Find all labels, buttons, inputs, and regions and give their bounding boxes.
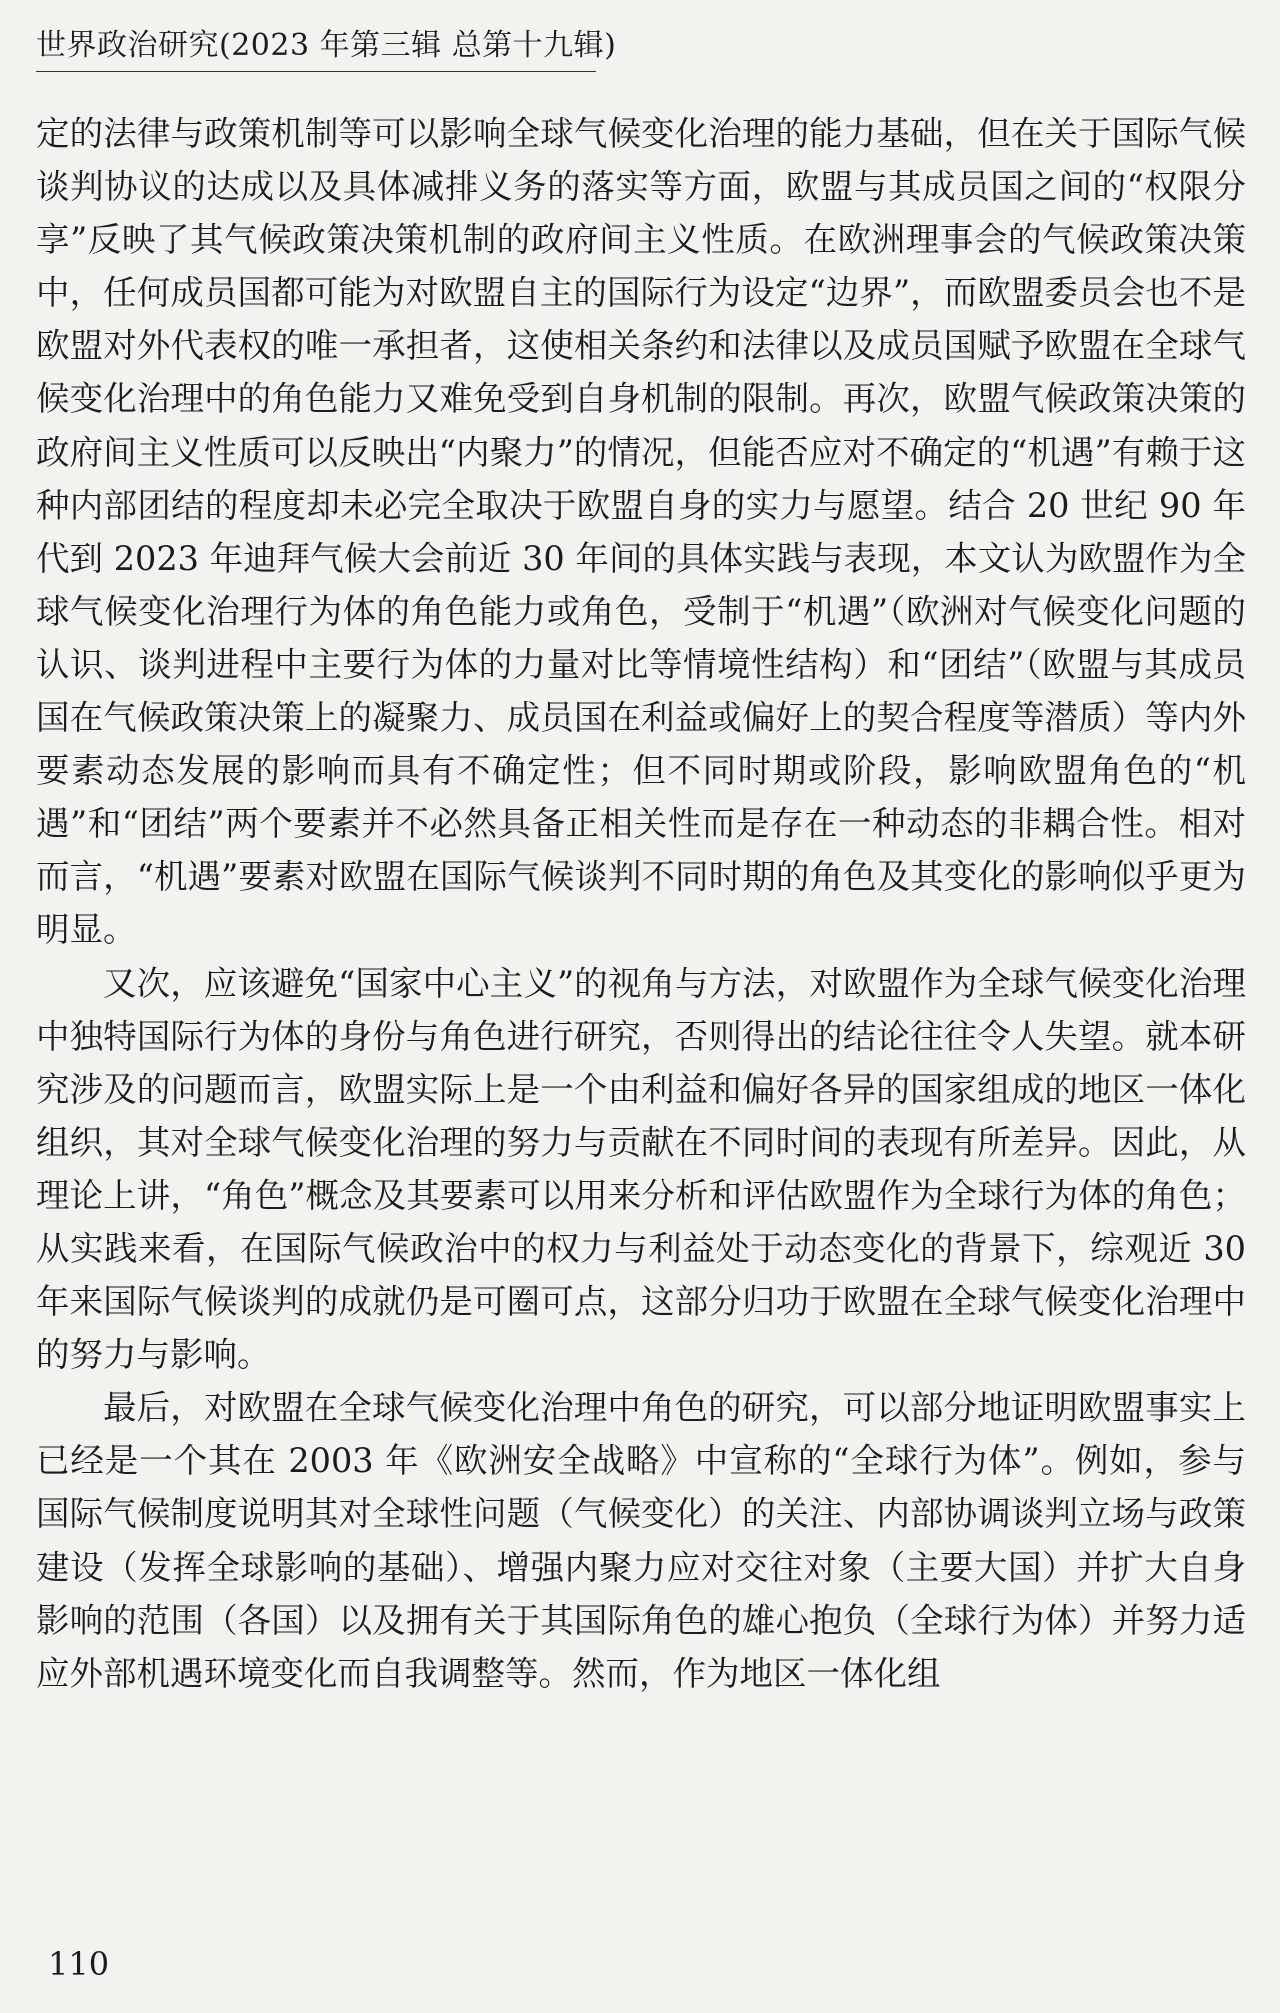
paragraph-2: 又次，应该避免“国家中心主义”的视角与方法，对欧盟作为全球气候变化治理中独特国际行为体的身份与角色进行研究，否则得出的结论往往令人失望。就本研究涉及的问题而言，欧盟实际上是一个由利益和偏好各异的国家组成的地区一体化组织，其对全球气候变化治理的努力与贡献在不同时间的表现有所差异。因此，从理论上讲，“角色”概念及其要素可以用来分析和评估欧盟作为全球行为体的角色；从实践来看，在国际气候政治中的权力与利益处于动态变化的背景下，综观近 30 年来国际气候谈判的成就仍是可圈可点，这部分归功于欧盟在全球气候变化治理中的努力与影响。: [36, 963, 1246, 1375]
body-text: [36, 107, 1246, 1700]
paragraph-3: 最后，对欧盟在全球气候变化治理中角色的研究，可以部分地证明欧盟事实上已经是一个其在 2003 年《欧洲安全战略》中宣称的“全球行为体”。例如，参与国际气候制度说明其对全球性问题（气候变化）的关注、内部协调谈判立场与政策建设（发挥全球影响的基础）、增强内聚力应对交往对象（主要大国）并扩大自身影响的范围（各国）以及拥有关于其国际角色的雄心抱负（全球行为体）并努力适应外部机遇环境变化而自我调整等。然而，作为地区一体化组: [36, 1388, 1246, 1693]
paragraph-continued: 定的法律与政策机制等可以影响全球气候变化治理的能力基础，但在关于国际气候谈判协议的达成以及具体减排义务的落实等方面，欧盟与其成员国之间的“权限分享”反映了其气候政策决策机制的政府间主义性质。在欧洲理事会的气候政策决策中，任何成员国都可能为对欧盟自主的国际行为设定“边界”，而欧盟委员会也不是欧盟对外代表权的唯一承担者，这使相关条约和法律以及成员国赋予欧盟在全球气候变化治理中的角色能力又难免受到自身机制的限制。再次，欧盟气候政策决策的政府间主义性质可以反映出“内聚力”的情况，但能否应对不确定的“机遇”有赖于这种内部团结的程度却未必完全取决于欧盟自身的实力与愿望。结合 20 世纪 90 年代到 2023 年迪拜气候大会前近 30 年间的具体实践与表现，本文认为欧盟作为全球气候变化治理行为体的角色能力或角色，受制于“机遇”（欧洲对气候变化问题的认识、谈判进程中主要行为体的力量对比等情境性结构）和“团结”（欧盟与其成员国在气候政策决策上的凝聚力、成员国在利益或偏好上的契合程度等潜质）等内外要素动态发展的影响而具有不确定性；但不同时期或阶段，影响欧盟角色的“机遇”和“团结”两个要素并不必然具备正相关性而是存在一种动态的非耦合性。相对而言，“机遇”要素对欧盟在国际气候谈判不同时期的角色及其变化的影响似乎更为明显。: [36, 114, 1246, 950]
running-header: 世界政治研究(2023 年第三辑 总第十九辑): [36, 28, 617, 63]
page-number: 110: [48, 1945, 110, 1983]
header-rule: [36, 71, 596, 72]
